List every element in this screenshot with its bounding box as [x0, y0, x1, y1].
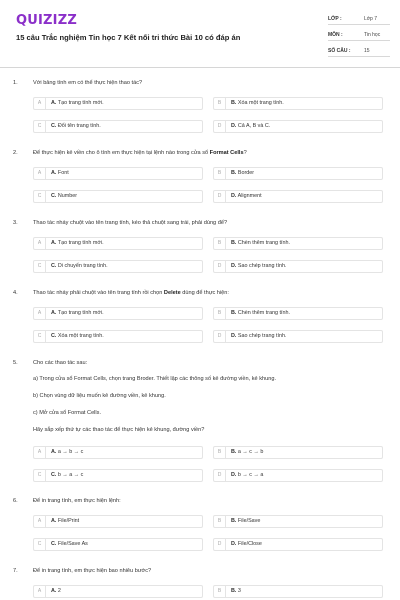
option-text: b → a → c [57, 472, 84, 478]
option-text: File/Print [57, 518, 80, 524]
option-text: Alignment [237, 193, 262, 199]
question-number: 5. [13, 360, 18, 366]
option-c[interactable]: C C. Xóa một trang tính. [33, 330, 203, 343]
question-number: 7. [13, 568, 18, 574]
meta-grade-label: LỚP : [328, 16, 342, 22]
option-text: File/Save [237, 518, 261, 524]
option-d[interactable]: D D. Alignment [213, 190, 383, 203]
option-a[interactable]: A A. Tạo trang tính mới. [33, 97, 203, 110]
question-line: b) Chọn vùng dữ liệu muốn kẻ đường viền, kẻ khung. [33, 393, 166, 399]
option-letter: B [214, 308, 226, 319]
option-b[interactable]: B B. File/Save [213, 515, 383, 528]
option-letter: C [34, 261, 46, 272]
meta-subject-value: Tin học [364, 32, 381, 38]
meta-count-value: 15 [364, 48, 370, 54]
option-text: a → c → b [237, 449, 264, 455]
option-c[interactable]: C C. File/Save As [33, 538, 203, 551]
question-prompt: Để in trang tính, em thực hiện lệnh: [33, 498, 121, 504]
option-text: Tạo trang tính mới. [57, 310, 104, 316]
option-letter: B [214, 168, 226, 179]
worksheet-header [0, 0, 400, 70]
option-a[interactable]: A A. Tạo trang tính mới. [33, 237, 203, 250]
option-a[interactable]: A A. 2 [33, 585, 203, 598]
option-c[interactable]: C C. b → a → c [33, 469, 203, 482]
option-c[interactable]: C C. Đổi tên trang tính. [33, 120, 203, 133]
option-letter: A [34, 98, 46, 109]
option-letter: A [34, 586, 46, 597]
option-text: Đổi tên trang tính. [57, 123, 101, 129]
option-letter: A [34, 516, 46, 527]
option-letter: C [34, 539, 46, 550]
meta-grade-value: Lớp 7 [364, 16, 378, 22]
option-b[interactable]: B B. Xóa một trang tính. [213, 97, 383, 110]
option-letter: A [34, 447, 46, 458]
option-letter: C [34, 121, 46, 132]
option-letter: A [34, 308, 46, 319]
option-text: b → c → a [237, 472, 264, 478]
option-letter: D [214, 539, 226, 550]
option-letter: D [214, 331, 226, 342]
option-b[interactable]: B B. Chèn thêm trang tính. [213, 307, 383, 320]
option-text: Xóa một trang tính. [57, 333, 104, 339]
option-text: File/Save As [57, 541, 88, 547]
option-b[interactable]: B B. Border [213, 167, 383, 180]
option-letter: B [214, 586, 226, 597]
option-letter: B [214, 238, 226, 249]
option-a[interactable]: A A. a → b → c [33, 446, 203, 459]
question-prompt: Cho các thao tác sau: [33, 360, 88, 366]
question-number: 4. [13, 290, 18, 296]
option-text: Chèn thêm trang tính. [237, 310, 291, 316]
header-divider [0, 67, 400, 68]
option-d[interactable]: D D. Sao chép trang tính. [213, 330, 383, 343]
option-d[interactable]: D D. b → c → a [213, 469, 383, 482]
option-text: 3 [237, 588, 241, 594]
option-text: Cả A, B và C. [237, 123, 271, 129]
option-letter: A [34, 168, 46, 179]
option-a[interactable]: A A. Tạo trang tính mới. [33, 307, 203, 320]
option-a[interactable]: A A. Font [33, 167, 203, 180]
option-text: Border [237, 170, 255, 176]
option-c[interactable]: C C. Number [33, 190, 203, 203]
option-text: File/Close [237, 541, 262, 547]
meta-question-count [328, 45, 390, 57]
option-text: a → b → c [57, 449, 84, 455]
option-b[interactable]: B B. Chèn thêm trang tính. [213, 237, 383, 250]
question-prompt: Để in trang tính, em thực hiện bao nhiêu bước? [33, 568, 152, 574]
option-text: Number [57, 193, 78, 199]
option-text: Chèn thêm trang tính. [237, 240, 291, 246]
option-c[interactable]: C C. Di chuyển trang tính. [33, 260, 203, 273]
option-text: Xóa một trang tính. [237, 100, 284, 106]
question-number: 3. [13, 220, 18, 226]
quizizz-logo: QUIZIZZ [16, 13, 77, 28]
question-number: 6. [13, 498, 18, 504]
worksheet-title: 15 câu Trắc nghiệm Tin học 7 Kết nối tri thức Bài 10 có đáp án [16, 33, 241, 42]
option-b[interactable]: B B. 3 [213, 585, 383, 598]
question-line: c) Mở cửa sổ Format Cells. [33, 410, 102, 416]
option-letter: D [214, 261, 226, 272]
option-text: Sao chép trang tính. [237, 333, 287, 339]
option-letter: C [34, 191, 46, 202]
option-text: Di chuyển trang tính. [57, 263, 108, 269]
option-d[interactable]: D D. Cả A, B và C. [213, 120, 383, 133]
question-prompt: Thao tác nháy chuột vào tên trang tính, kéo thả chuột sang trái, phải dùng để? [33, 220, 228, 226]
option-letter: D [214, 121, 226, 132]
option-letter: B [214, 98, 226, 109]
option-letter: D [214, 191, 226, 202]
option-text: Sao chép trang tính. [237, 263, 287, 269]
question-number: 2. [13, 150, 18, 156]
option-letter: D [214, 470, 226, 481]
question-line: a) Trong cửa sổ Format Cells, chọn trang Broder. Thiết lập các thông số kẻ đường viền, kẻ khung. [33, 376, 277, 382]
option-letter: B [214, 447, 226, 458]
option-d[interactable]: D D. Sao chép trang tính. [213, 260, 383, 273]
option-text: 2 [57, 588, 61, 594]
question-prompt: Để thực hiện kẻ viền cho ô tính em thực hiện tại lệnh nào trong cửa sổ Format Cells? [33, 150, 247, 156]
question-prompt: Với bảng tính em có thể thực hiện thao tác? [33, 80, 143, 86]
option-text: Tạo trang tính mới. [57, 240, 104, 246]
meta-subject-label: MÔN : [328, 32, 343, 38]
meta-grade [328, 13, 390, 25]
question-prompt: Thao tác nháy phải chuột vào tên trang tính rồi chọn Delete dùng để thực hiện: [33, 290, 229, 296]
option-letter: C [34, 331, 46, 342]
meta-subject [328, 29, 390, 41]
option-a[interactable]: A A. File/Print [33, 515, 203, 528]
option-text: Font [57, 170, 69, 176]
question-line: Hãy sắp xếp thứ tự các thao tác để thực hiện kẻ khung, đường viền? [33, 427, 205, 433]
option-b[interactable]: B B. a → c → b [213, 446, 383, 459]
question-number: 1. [13, 80, 18, 86]
meta-count-label: SỐ CÂU : [328, 48, 351, 54]
option-letter: B [214, 516, 226, 527]
option-text: Tạo trang tính mới. [57, 100, 104, 106]
option-letter: A [34, 238, 46, 249]
option-letter: C [34, 470, 46, 481]
option-d[interactable]: D D. File/Close [213, 538, 383, 551]
